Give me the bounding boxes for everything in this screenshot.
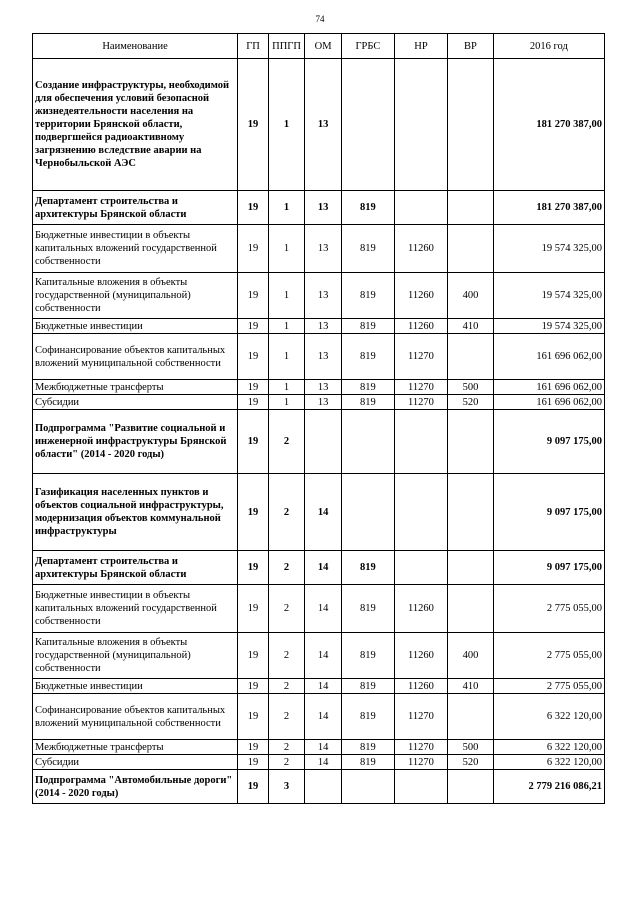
cell-nr: 11260 (394, 633, 448, 679)
cell-name: Субсидии (33, 395, 238, 410)
cell-amount: 161 696 062,00 (493, 334, 604, 380)
cell-gp: 19 (238, 380, 269, 395)
cell-name: Капитальные вложения в объекты государственной (муниципальной) собственности (33, 633, 238, 679)
cell-ppgp: 2 (269, 585, 305, 633)
cell-om: 14 (305, 679, 342, 694)
cell-vr (448, 551, 493, 585)
cell-vr (448, 585, 493, 633)
cell-name: Бюджетные инвестиции (33, 319, 238, 334)
cell-ppgp: 2 (269, 474, 305, 551)
cell-grbs: 819 (342, 679, 395, 694)
cell-grbs: 819 (342, 740, 395, 755)
cell-ppgp: 2 (269, 679, 305, 694)
cell-gp: 19 (238, 740, 269, 755)
table-row (33, 395, 605, 410)
cell-om: 13 (305, 334, 342, 380)
cell-om: 14 (305, 474, 342, 551)
table-row (33, 740, 605, 755)
header-grbs: ГРБС (342, 34, 395, 59)
cell-name: Газификация населенных пунктов и объектов социальной инфраструктуры, модернизация объектов коммунальной инфраструктуры (33, 474, 238, 551)
cell-vr: 410 (448, 679, 493, 694)
table-row (33, 755, 605, 770)
cell-ppgp: 1 (269, 225, 305, 273)
cell-vr (448, 474, 493, 551)
cell-gp: 19 (238, 191, 269, 225)
cell-nr: 11270 (394, 380, 448, 395)
header-nr: НР (394, 34, 448, 59)
table-row (33, 334, 605, 380)
cell-nr (394, 770, 448, 804)
cell-ppgp: 1 (269, 273, 305, 319)
table-row (33, 59, 605, 191)
table-row (33, 380, 605, 395)
cell-vr: 400 (448, 273, 493, 319)
header-vr: ВР (448, 34, 493, 59)
table-row (33, 633, 605, 679)
cell-nr: 11260 (394, 225, 448, 273)
cell-name: Капитальные вложения в объекты государственной (муниципальной) собственности (33, 273, 238, 319)
cell-grbs (342, 410, 395, 474)
cell-grbs: 819 (342, 755, 395, 770)
page-number: 74 (315, 14, 325, 24)
cell-amount: 161 696 062,00 (493, 395, 604, 410)
cell-vr: 520 (448, 395, 493, 410)
cell-vr (448, 334, 493, 380)
cell-nr (394, 191, 448, 225)
cell-gp: 19 (238, 694, 269, 740)
cell-vr: 410 (448, 319, 493, 334)
cell-vr: 500 (448, 380, 493, 395)
cell-grbs: 819 (342, 694, 395, 740)
cell-ppgp: 2 (269, 694, 305, 740)
cell-name: Субсидии (33, 755, 238, 770)
cell-ppgp: 2 (269, 740, 305, 755)
cell-name: Межбюджетные трансферты (33, 740, 238, 755)
table-row (33, 410, 605, 474)
table-row (33, 273, 605, 319)
cell-nr: 11260 (394, 273, 448, 319)
cell-grbs: 819 (342, 334, 395, 380)
table-row (33, 225, 605, 273)
cell-gp: 19 (238, 334, 269, 380)
cell-nr (394, 410, 448, 474)
cell-om: 13 (305, 395, 342, 410)
cell-ppgp: 1 (269, 334, 305, 380)
header-ppgp: ППГП (269, 34, 305, 59)
cell-vr: 400 (448, 633, 493, 679)
cell-om: 14 (305, 633, 342, 679)
cell-gp: 19 (238, 770, 269, 804)
cell-gp: 19 (238, 273, 269, 319)
cell-gp: 19 (238, 585, 269, 633)
table-row (33, 770, 605, 804)
cell-vr (448, 410, 493, 474)
cell-grbs (342, 770, 395, 804)
cell-grbs: 819 (342, 380, 395, 395)
cell-grbs: 819 (342, 633, 395, 679)
cell-gp: 19 (238, 395, 269, 410)
cell-om: 14 (305, 585, 342, 633)
cell-name: Межбюджетные трансферты (33, 380, 238, 395)
cell-nr (394, 551, 448, 585)
cell-amount: 181 270 387,00 (493, 59, 604, 191)
table-row (33, 585, 605, 633)
cell-grbs (342, 59, 395, 191)
cell-amount: 19 574 325,00 (493, 273, 604, 319)
header-year: 2016 год (493, 34, 604, 59)
cell-ppgp: 2 (269, 410, 305, 474)
cell-gp: 19 (238, 474, 269, 551)
cell-om: 14 (305, 740, 342, 755)
cell-gp: 19 (238, 679, 269, 694)
table-row (33, 474, 605, 551)
cell-name: Департамент строительства и архитектуры Брянской области (33, 191, 238, 225)
cell-amount: 9 097 175,00 (493, 410, 604, 474)
cell-name: Департамент строительства и архитектуры Брянской области (33, 551, 238, 585)
cell-amount: 6 322 120,00 (493, 694, 604, 740)
cell-gp: 19 (238, 410, 269, 474)
cell-om: 14 (305, 694, 342, 740)
cell-vr (448, 770, 493, 804)
cell-nr: 11260 (394, 679, 448, 694)
cell-amount: 19 574 325,00 (493, 225, 604, 273)
cell-name: Бюджетные инвестиции в объекты капитальных вложений государственной собственности (33, 585, 238, 633)
cell-ppgp: 2 (269, 551, 305, 585)
cell-gp: 19 (238, 633, 269, 679)
cell-amount: 9 097 175,00 (493, 474, 604, 551)
cell-nr: 11260 (394, 319, 448, 334)
cell-nr: 11270 (394, 755, 448, 770)
cell-om: 13 (305, 380, 342, 395)
cell-ppgp: 1 (269, 191, 305, 225)
cell-om: 13 (305, 273, 342, 319)
cell-name: Бюджетные инвестиции (33, 679, 238, 694)
cell-gp: 19 (238, 225, 269, 273)
cell-name: Подпрограмма "Автомобильные дороги" (2014 - 2020 годы) (33, 770, 238, 804)
cell-om: 14 (305, 755, 342, 770)
header-gp: ГП (238, 34, 269, 59)
cell-gp: 19 (238, 551, 269, 585)
header-om: ОМ (305, 34, 342, 59)
cell-om (305, 410, 342, 474)
cell-nr: 11270 (394, 694, 448, 740)
cell-ppgp: 3 (269, 770, 305, 804)
cell-ppgp: 2 (269, 755, 305, 770)
cell-grbs: 819 (342, 319, 395, 334)
cell-vr (448, 191, 493, 225)
budget-table (32, 33, 605, 804)
cell-amount: 2 775 055,00 (493, 633, 604, 679)
table-row (33, 551, 605, 585)
cell-name: Софинансирование объектов капитальных вложений муниципальной собственности (33, 334, 238, 380)
cell-name: Бюджетные инвестиции в объекты капитальных вложений государственной собственности (33, 225, 238, 273)
cell-name: Подпрограмма "Развитие социальной и инженерной инфраструктуры Брянской области" (2014 - 2020 годы) (33, 410, 238, 474)
cell-vr (448, 694, 493, 740)
cell-ppgp: 1 (269, 59, 305, 191)
cell-nr (394, 474, 448, 551)
table-row (33, 694, 605, 740)
cell-ppgp: 1 (269, 380, 305, 395)
cell-grbs: 819 (342, 551, 395, 585)
table-header-row (33, 34, 605, 59)
cell-om: 13 (305, 225, 342, 273)
cell-grbs: 819 (342, 273, 395, 319)
cell-nr: 11260 (394, 585, 448, 633)
cell-om: 13 (305, 319, 342, 334)
cell-amount: 2 775 055,00 (493, 585, 604, 633)
cell-grbs (342, 474, 395, 551)
cell-name: Софинансирование объектов капитальных вложений муниципальной собственности (33, 694, 238, 740)
cell-amount: 6 322 120,00 (493, 740, 604, 755)
cell-om: 13 (305, 191, 342, 225)
cell-nr: 11270 (394, 740, 448, 755)
cell-gp: 19 (238, 319, 269, 334)
cell-ppgp: 1 (269, 395, 305, 410)
cell-om: 13 (305, 59, 342, 191)
cell-om: 14 (305, 551, 342, 585)
cell-vr (448, 59, 493, 191)
cell-nr: 11270 (394, 334, 448, 380)
cell-amount: 2 775 055,00 (493, 679, 604, 694)
cell-grbs: 819 (342, 191, 395, 225)
cell-nr (394, 59, 448, 191)
cell-amount: 6 322 120,00 (493, 755, 604, 770)
cell-amount: 181 270 387,00 (493, 191, 604, 225)
cell-ppgp: 1 (269, 319, 305, 334)
table-row (33, 191, 605, 225)
cell-vr: 500 (448, 740, 493, 755)
cell-gp: 19 (238, 755, 269, 770)
cell-ppgp: 2 (269, 633, 305, 679)
cell-amount: 19 574 325,00 (493, 319, 604, 334)
cell-grbs: 819 (342, 585, 395, 633)
table-row (33, 679, 605, 694)
header-name: Наименование (33, 34, 238, 59)
cell-amount: 9 097 175,00 (493, 551, 604, 585)
cell-vr (448, 225, 493, 273)
cell-name: Создание инфраструктуры, необходимой для обеспечения условий безопасной жизнедеятельности населения на территории Брянской области, подвергшейся радиоактивному загрязнению вследствие аварии на Чернобыльской АЭС (33, 59, 238, 191)
cell-amount: 2 779 216 086,21 (493, 770, 604, 804)
cell-amount: 161 696 062,00 (493, 380, 604, 395)
cell-grbs: 819 (342, 395, 395, 410)
cell-vr: 520 (448, 755, 493, 770)
cell-grbs: 819 (342, 225, 395, 273)
table-row (33, 319, 605, 334)
cell-nr: 11270 (394, 395, 448, 410)
cell-gp: 19 (238, 59, 269, 191)
cell-om (305, 770, 342, 804)
